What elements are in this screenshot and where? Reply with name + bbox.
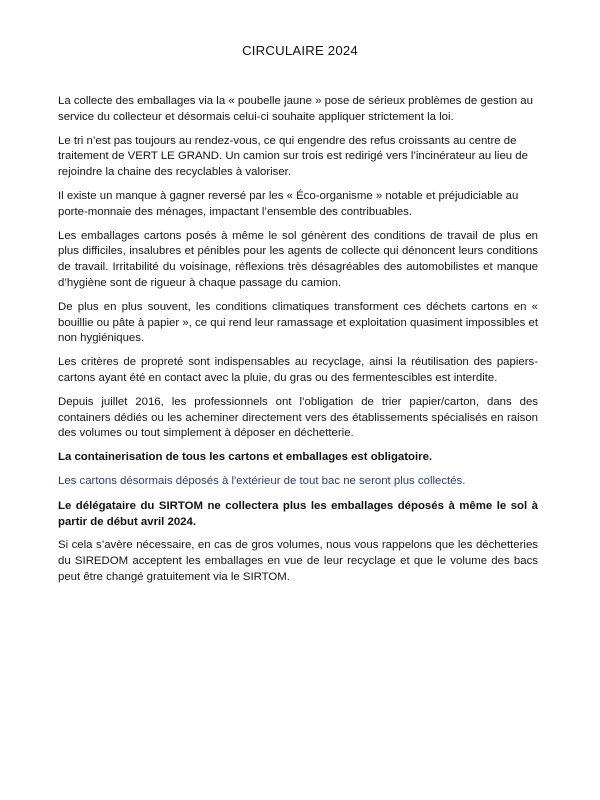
paragraph-professional-obligation: Depuis juillet 2016, les professionnels ont l’obligation de trier papier/carton, dans des containers dédiés ou les acheminer directement vers des établissements spécialisés en raison des volumes ou tout simplement à déposer en déchetterie. [58,395,538,440]
paragraph-collection-stop-date: Le délégataire du SIRTOM ne collectera plus les emballages déposés à même le sol à partir de début avril 2024. [58,499,538,528]
paragraph-no-outside-collection: Les cartons désormais déposés à l'extérieur de tout bac ne seront plus collectés. [58,474,466,487]
paragraph-large-volume-reminder: Si cela s’avère nécessaire, en cas de gros volumes, nous vous rappelons que les déchetteries du SIREDOM acceptent les emballages en vue de leur recyclage et que le volume des bacs peut être changé gratuitement via le SIRTOM. [58,539,538,583]
paragraph-containerization-required: La containerisation de tous les cartons et emballages est obligatoire. [58,451,433,464]
paragraph-weather-conditions: De plus en plus souvent, les conditions climatiques transforment ces déchets cartons en « bouillie ou pâte à papier », ce qui rend leur ramassage et exploitation quasiment impossibles et non hygiéniques. [58,300,538,345]
paragraph-cleanliness-criteria: Les critères de propreté sont indispensables au recyclage, ainsi la réutilisation des papiers-cartons ayant été en contact avec la pluie, du gras ou des fermentescibles est interdite. [58,356,538,384]
paragraph-yellow-bin-collection: La collecte des emballages via la « poubelle jaune » pose de sérieux problèmes de gestion au service du collecteur et désormais celui-ci souhaite appliquer strictement la loi. [58,95,533,123]
page-title: CIRCULAIRE 2024 [242,43,358,58]
document-body [58,94,538,594]
paragraph-eco-organism-loss: Il existe un manque à gagner reversé par les « Éco-organisme » notable et préjudiciable au porte-monnaie des ménages, impactant l’ensemble des contribuables. [58,189,519,218]
paragraph-sorting-refusals: Le tri n’est pas toujours au rendez-vous, ce qui engendre des refus croissants au centre de traitement de VERT LE GRAND. Un camion sur trois est redirigé vers l’incinérateur au lieu de rejoindre la chaine des recyclables à valoriser. [58,134,528,179]
paragraph-working-conditions: Les emballages cartons posés à même le sol génèrent des conditions de travail de plus en plus difficiles, insalubres et pénibles pour les agents de collecte qui dénoncent leurs conditions de travail. Irritabilité du voisinage, réflexions très désagréables des automobilistes et manque d’hygiène sont de rigueur à chaque passage du camion. [58,229,538,289]
